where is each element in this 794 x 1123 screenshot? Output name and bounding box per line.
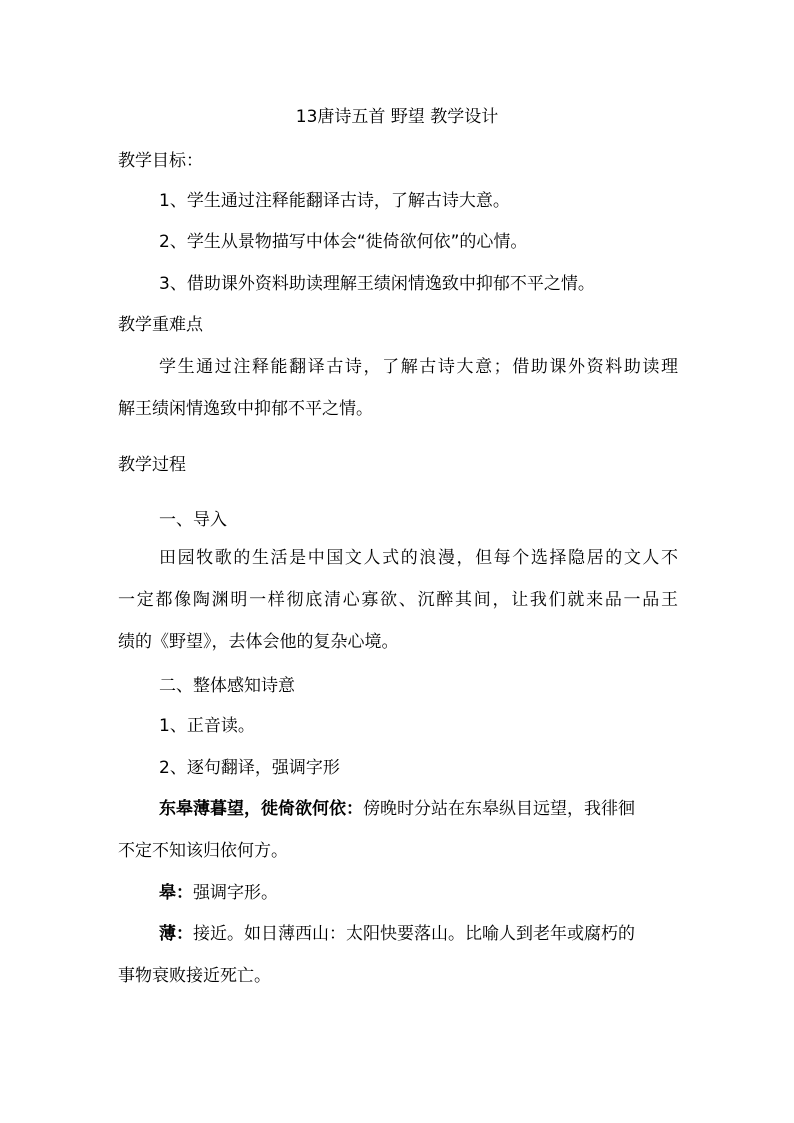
- intro-line-1: 田园牧歌的生活是中国文人式的浪漫，但每个选择隐居的文人不: [159, 548, 678, 568]
- objective-item-1: 1、学生通过注释能翻译古诗，了解古诗大意。: [159, 191, 510, 211]
- note-bao-line-1: [159, 922, 678, 946]
- intro-line-3: 绩的《野望》，去体会他的复杂心境。: [118, 632, 399, 652]
- note-bao-term: 薄：: [159, 924, 193, 944]
- verse-line-1: [159, 797, 678, 821]
- section-perception-heading: 二、整体感知诗意: [159, 676, 295, 696]
- objective-item-3: 3、借助课外资料助读理解王绩闲情逸致中抑郁不平之情。: [159, 274, 595, 294]
- section-intro-heading: 一、导入: [159, 510, 227, 530]
- note-gao-text: 强调字形。: [193, 883, 278, 903]
- objectives-heading: 教学目标：: [118, 151, 203, 171]
- key-points-heading: 教学重难点: [118, 315, 203, 335]
- objective-item-2: 2、学生从景物描写中体会“徙倚欲何依”的心情。: [159, 232, 528, 252]
- step-2: 2、逐句翻译，强调字形: [159, 758, 340, 778]
- intro-line-2: 一定都像陶渊明一样彻底清心寡欲、沉醉其间，让我们就来品一品王: [118, 590, 678, 610]
- step-1: 1、正音读。: [159, 716, 255, 736]
- note-gao-term: 皋：: [159, 883, 193, 903]
- verse-text: 东皋薄暮望，徙倚欲何依：: [159, 799, 363, 819]
- verse-translation-part-1: 傍晚时分站在东皋纵目远望，我徘徊: [363, 799, 635, 819]
- document-title: 13唐诗五首 野望 教学设计: [295, 107, 499, 127]
- key-points-line-2: 解王绩闲情逸致中抑郁不平之情。: [118, 399, 373, 419]
- process-heading: 教学过程: [118, 455, 186, 475]
- note-bao-text-1: 接近。如日薄西山：太阳快要落山。比喻人到老年或腐朽的: [193, 924, 635, 944]
- key-points-line-1: 学生通过注释能翻译古诗，了解古诗大意；借助课外资料助读理: [159, 357, 678, 377]
- verse-translation-part-2: 不定不知该归依何方。: [118, 841, 288, 861]
- note-bao-line-2: 事物衰败接近死亡。: [118, 966, 271, 986]
- note-gao: [159, 881, 678, 905]
